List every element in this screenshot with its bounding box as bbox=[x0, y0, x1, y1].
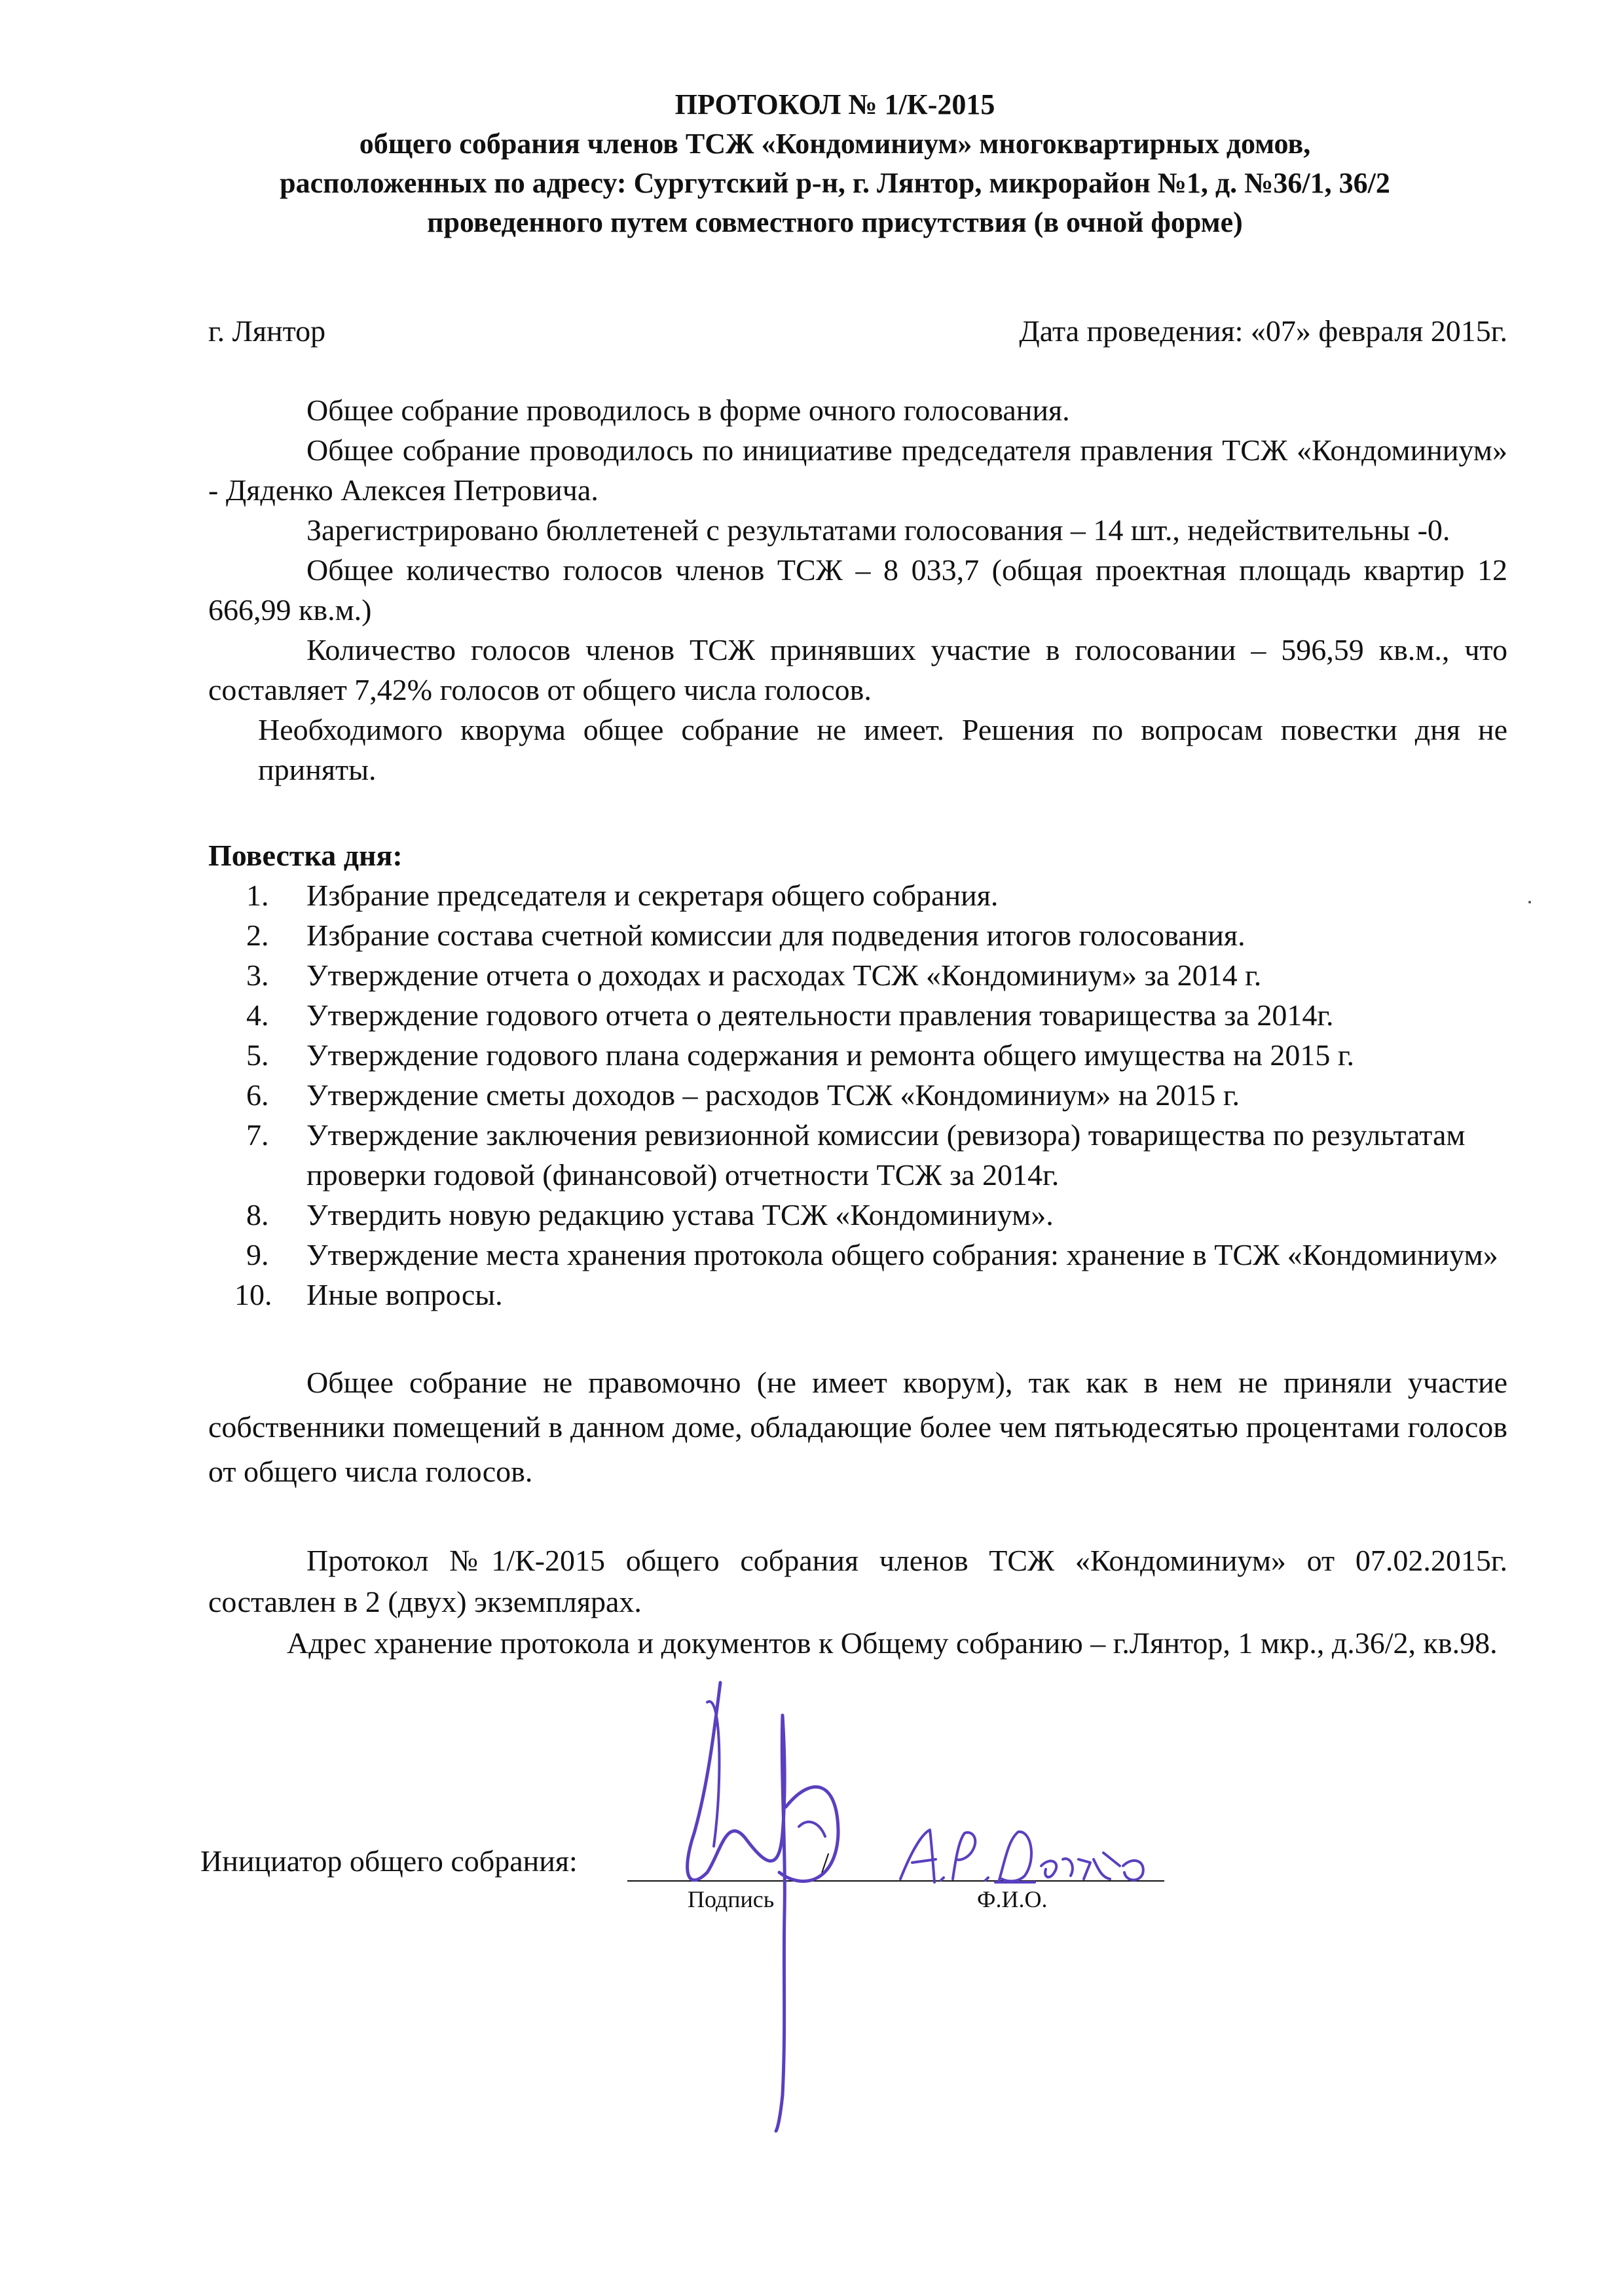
handwritten-signature bbox=[668, 1676, 904, 2134]
agenda-item bbox=[208, 1235, 1507, 1275]
agenda-item bbox=[208, 1195, 1507, 1235]
meta-city: г. Лянтор bbox=[208, 314, 326, 348]
agenda-item bbox=[208, 995, 1507, 1035]
agenda-item-number: 4. bbox=[246, 998, 269, 1032]
storage-paragraph: Адрес хранение протокола и документов к Общему собранию – г.Лянтор, 1 мкр., д.36/2, кв.98. bbox=[287, 1626, 1498, 1660]
agenda-item-number: 9. bbox=[246, 1238, 269, 1271]
signature-caption: Подпись bbox=[688, 1886, 775, 1912]
agenda-item-text: Утверждение отчета о доходах и расходах ТСЖ «Кондоминиум» за 2014 г. bbox=[306, 958, 1262, 992]
meta-row bbox=[208, 312, 1507, 351]
agenda-item-text: Избрание председателя и секретаря общего собрания. bbox=[306, 879, 999, 912]
agenda-item bbox=[208, 1035, 1507, 1075]
agenda-item bbox=[208, 955, 1507, 995]
agenda-list bbox=[208, 875, 1507, 1315]
agenda-item-number: 6. bbox=[246, 1078, 269, 1112]
agenda-item-text: Утверждение места хранения протокола общего собрания: хранение в ТСЖ «Кондоминиум» bbox=[306, 1238, 1498, 1271]
agenda-item-text: Утверждение годового отчета о деятельности правления товарищества за 2014г. bbox=[306, 998, 1334, 1032]
agenda-item-text: Избрание состава счетной комиссии для подведения итогов голосования. bbox=[306, 919, 1246, 952]
agenda-item-number: 7. bbox=[246, 1118, 269, 1152]
intro-paragraph-6: Необходимого кворума общее собрание не имеет. Решения по вопросам повестки дня не приняты. bbox=[258, 713, 1507, 786]
agenda-item-text: Утвердить новую редакцию устава ТСЖ «Кондоминиум». bbox=[306, 1198, 1054, 1231]
intro-paragraph-3: Зарегистрировано бюллетеней с результатами голосования – 14 шт., недействительны -0. bbox=[306, 513, 1450, 547]
intro-paragraph-1: Общее собрание проводилось в форме очного голосования. bbox=[306, 393, 1070, 427]
intro-paragraph-4: Общее количество голосов членов ТСЖ – 8 033,7 (общая проектная площадь квартир 12 666,99 кв.м.) bbox=[208, 553, 1507, 627]
agenda-item bbox=[208, 915, 1507, 955]
name-caption: Ф.И.О. bbox=[977, 1886, 1048, 1912]
agenda-item-number: 1. bbox=[246, 879, 269, 912]
scan-speck bbox=[1528, 901, 1531, 903]
signature-label: Инициатор общего собрания: bbox=[200, 1844, 578, 1878]
document-header bbox=[164, 85, 1506, 242]
intro-paragraph-5: Количество голосов членов ТСЖ принявших участие в голосовании – 596,59 кв.м., что составляет 7,42% голосов от общего числа голосов. bbox=[208, 633, 1507, 706]
agenda-item bbox=[208, 1275, 1507, 1315]
agenda-item-number: 8. bbox=[246, 1198, 269, 1231]
agenda-item-text: Утверждение сметы доходов – расходов ТСЖ «Кондоминиум» на 2015 г. bbox=[306, 1078, 1240, 1112]
agenda-item-number: 3. bbox=[246, 958, 269, 992]
handwritten-name bbox=[894, 1820, 1156, 1892]
meta-date: Дата проведения: «07» февраля 2015г. bbox=[1019, 314, 1507, 348]
agenda-item-text: Утверждение заключения ревизионной комиссии (ревизора) товарищества по результатам проверки годовой (финансовой) отчетности ТСЖ за 2014г. bbox=[306, 1118, 1466, 1192]
agenda-item-text: Утверждение годового плана содержания и ремонта общего имущества на 2015 г. bbox=[306, 1038, 1355, 1072]
agenda-item-number: 2. bbox=[246, 919, 269, 952]
signature-slash: / bbox=[821, 1847, 830, 1879]
header-line-4: проведенного путем совместного присутствия (в очной форме) bbox=[427, 206, 1243, 238]
agenda-title: Повестка дня: bbox=[208, 839, 403, 872]
agenda-item bbox=[208, 1075, 1507, 1115]
header-line-3: расположенных по адресу: Сургутский р-н, г. Лянтор, микрорайон №1, д. №36/1, 36/2 bbox=[280, 167, 1390, 199]
agenda-item bbox=[208, 875, 1507, 915]
agenda-item-text: Иные вопросы. bbox=[306, 1278, 503, 1311]
agenda-item-number: 10. bbox=[234, 1278, 272, 1311]
intro-paragraph-2: Общее собрание проводилось по инициативе председателя правления ТСЖ «Кондоминиум» - Дяденко Алексея Петровича. bbox=[208, 433, 1507, 507]
header-line-2: общего собрания членов ТСЖ «Кондоминиум» многоквартирных домов, bbox=[359, 128, 1311, 160]
conclusion-paragraph: Общее собрание не правомочно (не имеет кворум), так как в нем не приняли участие собственники помещений в данном доме, обладающие более чем пятьюдесятью процентами голосов от общего числа голосов. bbox=[208, 1366, 1507, 1488]
document-body bbox=[208, 390, 1507, 1664]
agenda-item bbox=[208, 1115, 1507, 1195]
agenda-item-number: 5. bbox=[246, 1038, 269, 1072]
copies-paragraph: Протокол №1/К-2015 общего собрания членов ТСЖ «Кондоминиум» от 07.02.2015г. составлен в 2 (двух) экземплярах. bbox=[208, 1544, 1507, 1618]
document-title: ПРОТОКОЛ № 1/К-2015 bbox=[674, 88, 995, 120]
